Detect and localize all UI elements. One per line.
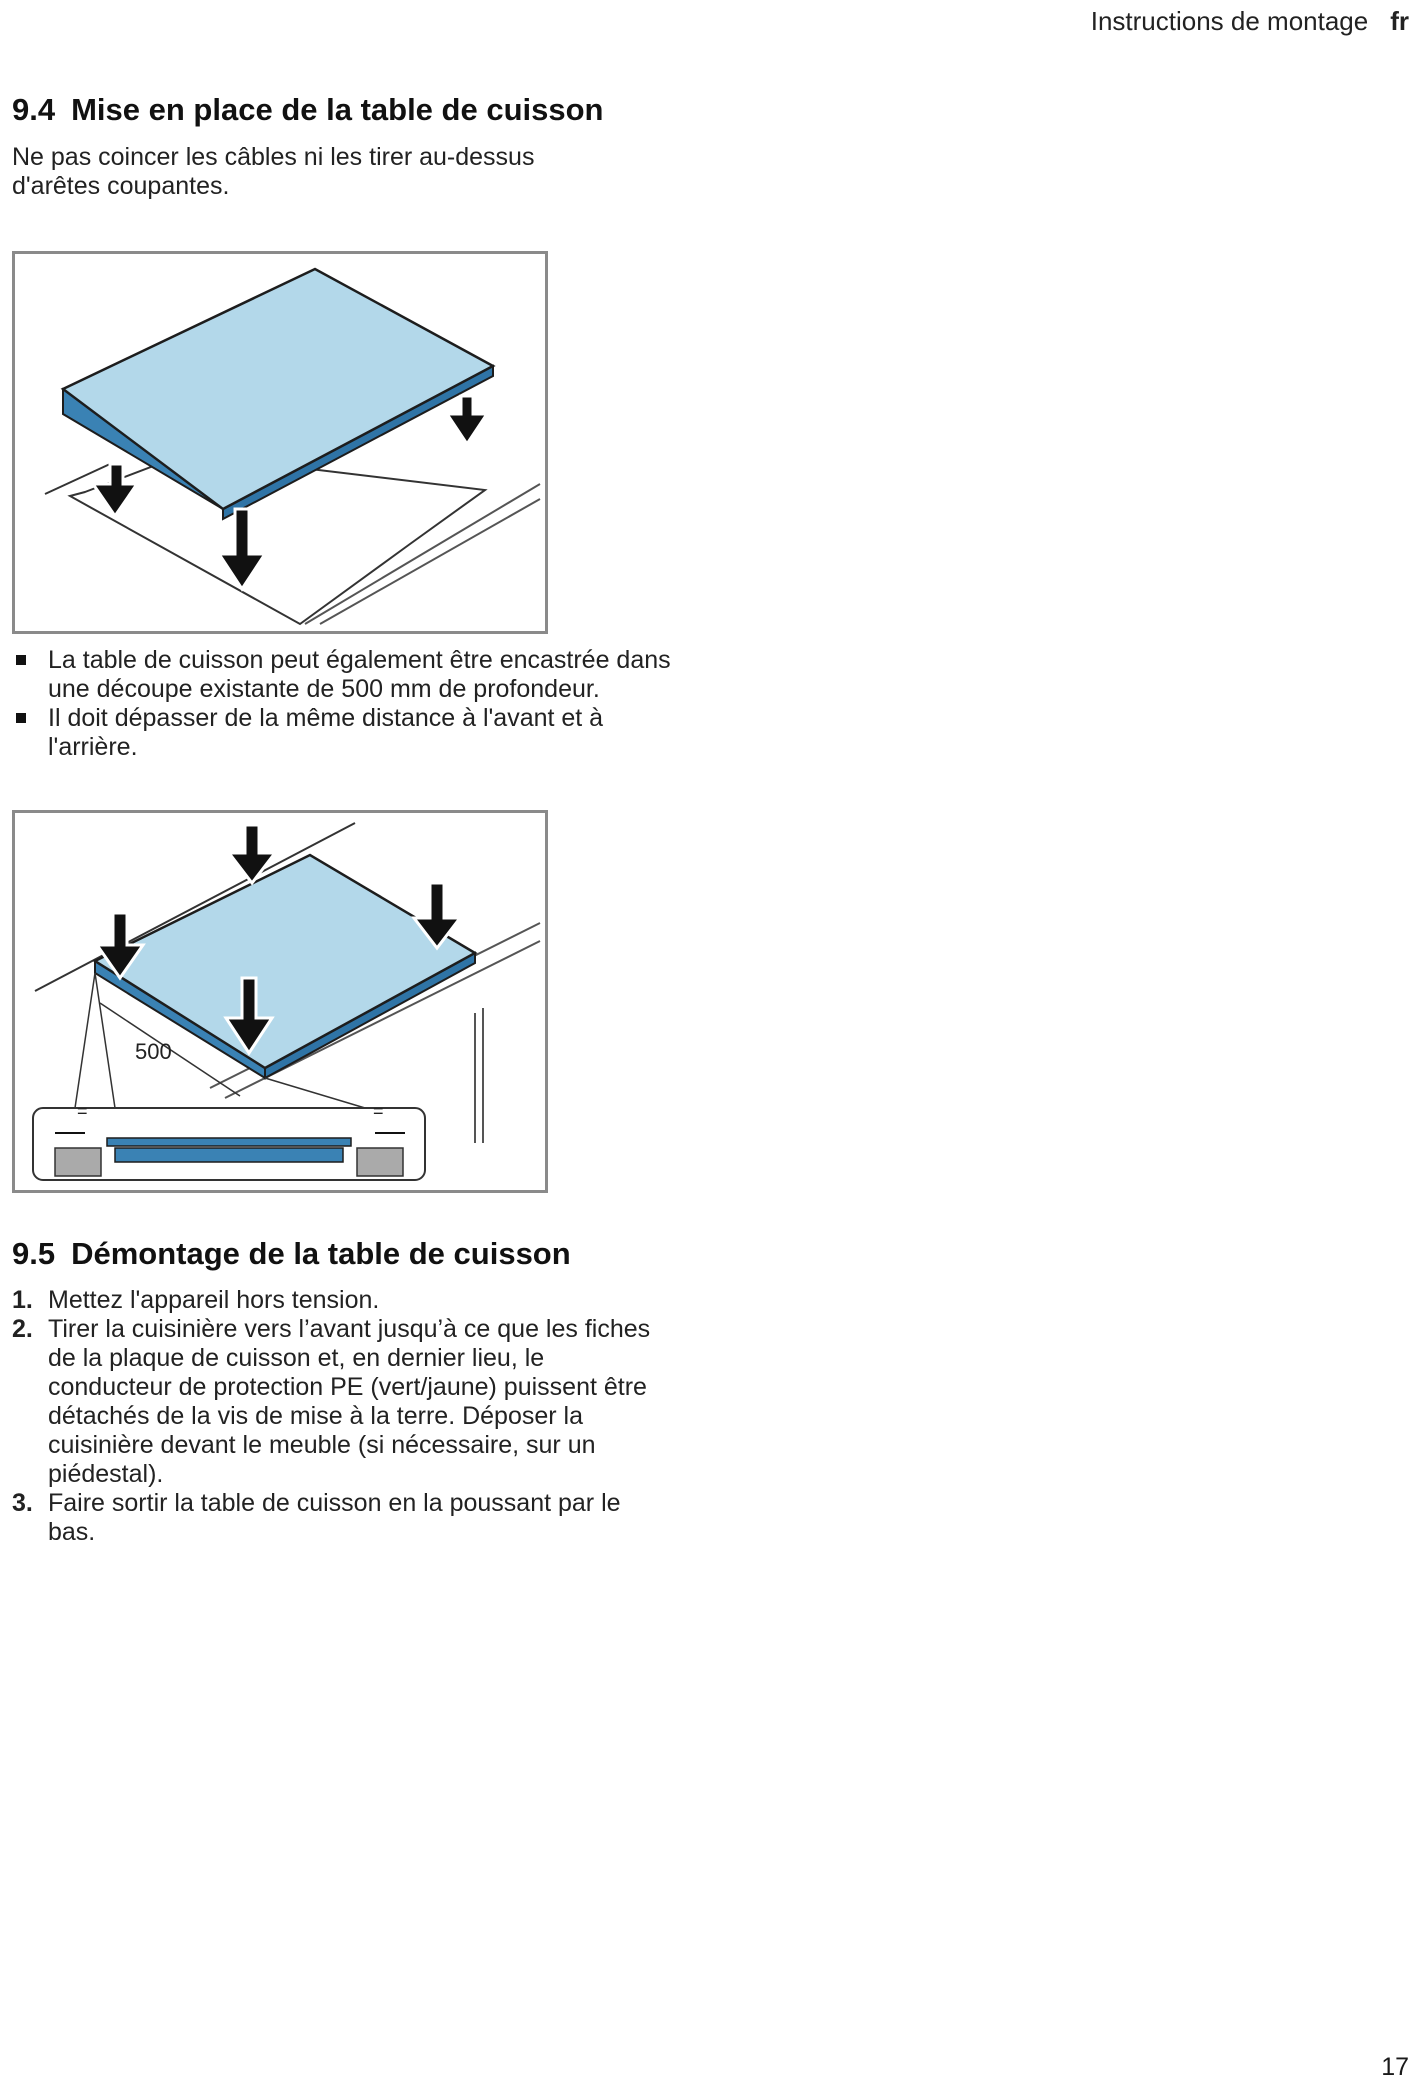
step-text: Faire sortir la table de cuisson en la poussant par le bas. (48, 1489, 621, 1546)
list-item: Il doit dépasser de la même distance à l'avant et à l'arrière. (12, 704, 672, 762)
hob-top-surface (95, 855, 475, 1068)
list-item (12, 1489, 672, 1547)
list-item (12, 1315, 672, 1489)
section-title: Mise en place de la table de cuisson (71, 92, 604, 127)
step-text: Mettez l'appareil hors tension. (48, 1286, 380, 1314)
callout-line (95, 973, 115, 1108)
bullet-icon (16, 655, 26, 665)
bullet-icon (16, 713, 26, 723)
section-number: 9.5 (12, 1236, 56, 1271)
list-item: La table de cuisson peut également être encastrée dans une découpe existante de 500 mm de profondeur. (12, 646, 672, 704)
page-header (1091, 6, 1409, 37)
callout-line (75, 973, 95, 1108)
dimension-label: 500 (135, 1039, 172, 1064)
step-number: 3. (12, 1489, 33, 1517)
equal-mark-right: = (373, 1101, 384, 1121)
page-number: 17 (1381, 2053, 1409, 2081)
section-heading-9-4 (12, 92, 603, 128)
callout-line (265, 1078, 365, 1108)
hob-cutout-illustration (15, 813, 545, 1190)
section-number: 9.4 (12, 92, 56, 127)
intro-warning-text: Ne pas coincer les câbles ni les tirer au-dessus d'arêtes coupantes. (12, 143, 535, 200)
down-arrow-icon (447, 396, 487, 444)
figure-hob-cutout-500 (12, 810, 548, 1193)
step-text: Tirer la cuisinière vers l’avant jusqu’à ce que les fiches de la plaque de cuisson et, en dernier lieu, le conducteur de protection PE (vert/jaune) puissent être détachés de la vis de mise à la terre. Déposer la cuisinière devant le meuble (si nécessaire, sur un piédestal). (48, 1315, 651, 1488)
section-title: Démontage de la table de cuisson (71, 1236, 571, 1271)
down-arrow-icon (219, 509, 265, 589)
down-arrow-icon (93, 464, 137, 516)
removal-steps-list (12, 1286, 672, 1547)
counter-front-line-2 (320, 499, 540, 624)
step-number: 1. (12, 1286, 33, 1314)
section-heading-9-5 (12, 1236, 571, 1272)
header-section-title: Instructions de montage (1090, 6, 1369, 36)
hob-top-surface (63, 269, 493, 509)
step-number: 2. (12, 1315, 33, 1343)
counter-front-line (305, 484, 540, 624)
placement-notes-list (12, 646, 672, 762)
header-language: fr (1390, 6, 1409, 36)
hob-placement-illustration (15, 254, 545, 631)
equal-mark-left: = (77, 1101, 88, 1121)
counter-section-right (357, 1148, 403, 1176)
hob-body-section (115, 1148, 343, 1162)
counter-section-left (55, 1148, 101, 1176)
hob-cross-section (107, 1138, 351, 1146)
list-item (12, 1286, 672, 1315)
figure-hob-placement (12, 251, 548, 634)
